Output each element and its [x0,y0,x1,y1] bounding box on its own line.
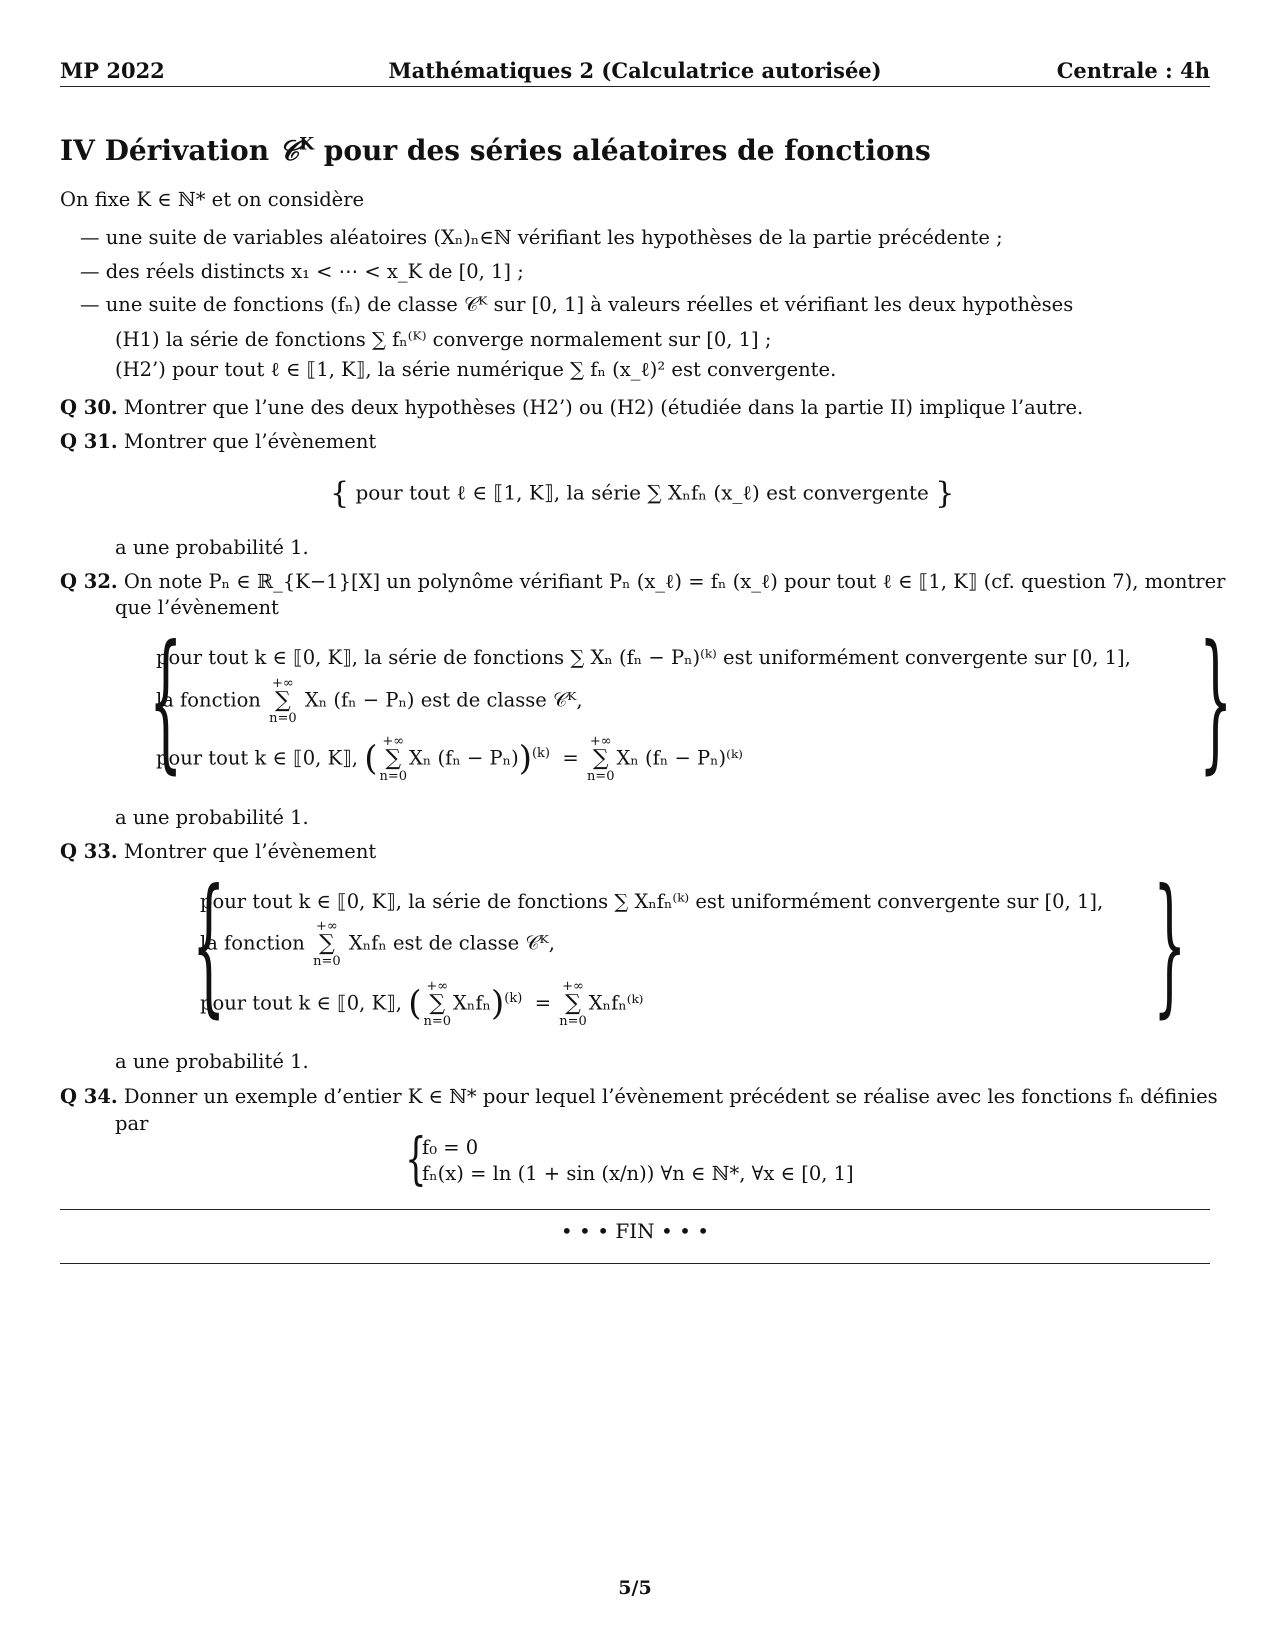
question-31 [60,430,376,453]
q31-event-text: pour tout ℓ ∈ ⟦1, K⟧, la série ∑ Xₙfₙ (x_ℓ) est convergente [355,480,929,505]
q33-row-3-label: pour tout k ∈ ⟦0, K⟧, [200,991,402,1015]
sum-bottom: n=0 [559,1014,587,1029]
question-label: Q 30. [60,396,118,419]
page-number: 5/5 [618,1577,652,1599]
q31-event: { pour tout ℓ ∈ ⟦1, K⟧, la série ∑ Xₙfₙ (x_ℓ) est convergente } [330,476,955,511]
question-label: Q 32. [60,570,118,593]
q33-row-2-text: Xₙfₙ est de classe 𝒞ᴷ, [348,931,555,955]
hypothesis-h1: (H1) la série de fonctions ∑ fₙ⁽ᴷ⁾ converge normalement sur [0, 1] ; [115,328,772,351]
question-30 [60,396,1083,419]
question-text-cont: que l’évènement [115,596,279,619]
sum-symbol: +∞ ∑ n=0 [269,676,297,726]
intro-text: On fixe K ∈ ℕ* et on considère [60,188,365,211]
header-right: Centrale : 4h [1056,58,1210,83]
q33-row-3-sum: Xₙfₙ [453,991,491,1015]
question-34 [60,1085,1218,1108]
q33-row-3: pour tout k ∈ ⟦0, K⟧, ( +∞ ∑ n=0Xₙfₙ)$^{(k)}$ = +∞ ∑ n=0Xₙfₙ⁽ᵏ⁾ [200,979,644,1029]
q33-after: a une probabilité 1. [115,1050,309,1073]
case-2: fₙ(x) = ln (1 + sin (x/n)) ∀n ∈ ℕ*, ∀x ∈ [0, 1] [422,1162,854,1185]
sum-symbol: +∞ ∑ n=0 [559,979,587,1029]
header-center: Mathématiques 2 (Calculatrice autorisée) [388,58,882,83]
page-header [60,56,1210,87]
sum-bottom: n=0 [586,769,615,784]
sum-symbol: +∞ ∑ n=0 [379,734,408,784]
sum-top: +∞ [562,979,584,994]
left-brace: { [149,614,183,788]
q32-row-2-text: Xₙ (fₙ − Pₙ) est de classe 𝒞ᴷ, [304,688,583,712]
sum-top: +∞ [271,676,294,691]
hypothesis-h2: (H2’) pour tout ℓ ∈ ⟦1, K⟧, la série numérique ∑ fₙ (x_ℓ)² est convergente. [115,358,837,381]
sum-bottom: n=0 [423,1014,452,1029]
section-title: IV Dérivation 𝒞$^K$ pour des séries aléatoires de fonctions [60,134,931,167]
sum-symbol: +∞ ∑ n=0 [586,734,615,784]
fin-marker: • • • FIN • • • [560,1219,710,1243]
q32-row-3-sum: Xₙ (fₙ − Pₙ) [409,746,519,770]
derivative-order: (k) [531,746,550,761]
section-title-suffix: pour des séries aléatoires de fonctions [314,134,931,167]
q32-after: a une probabilité 1. [115,806,309,829]
question-32 [60,570,1225,593]
q32-row-3-label: pour tout k ∈ ⟦0, K⟧, [156,746,358,770]
header-left: MP 2022 [60,58,165,83]
q32-row-2-label: la fonction [156,688,261,712]
question-text: Montrer que l’évènement [123,430,377,453]
q32-row-3-rhs: Xₙ (fₙ − Pₙ)⁽ᵏ⁾ [616,746,743,770]
section-title-sup: K [299,134,315,155]
divider [60,1209,1210,1210]
question-text: Montrer que l’une des deux hypothèses (H2’) ou (H2) (étudiée dans la partie II) implique l’autre. [123,396,1084,419]
question-text: On note Pₙ ∈ ℝ_{K−1}[X] un polynôme vérifiant Pₙ (x_ℓ) = fₙ (x_ℓ) pour tout ℓ ∈ ⟦1, K⟧ (cf. question 7), montrer [123,570,1226,593]
question-label: Q 34. [60,1085,118,1108]
right-brace: } [1199,614,1233,788]
sum-bottom: n=0 [379,769,408,784]
left-brace: { [192,858,226,1032]
question-label: Q 31. [60,430,118,453]
sum-bottom: n=0 [313,954,341,969]
q33-row-1: pour tout k ∈ ⟦0, K⟧, la série de fonctions ∑ Xₙfₙ⁽ᵏ⁾ est uniformément convergente sur [0, 1], [200,890,1104,913]
q33-row-2-label: la fonction [200,931,305,955]
question-text-cont: par [115,1112,149,1135]
divider [60,1263,1210,1264]
sum-symbol: +∞ ∑ n=0 [313,919,341,969]
left-brace: { [405,1127,427,1192]
q32-row-2 [156,677,583,725]
question-label: Q 33. [60,840,118,863]
sum-top: +∞ [315,919,338,934]
list-item: — une suite de variables aléatoires (Xₙ)ₙ∈ℕ vérifiant les hypothèses de la partie précédente ; [80,226,1003,249]
sum-top: +∞ [426,979,449,994]
question-text: Donner un exemple d’entier K ∈ ℕ* pour lequel l’évènement précédent se réalise avec les fonctions fₙ définies [123,1085,1218,1108]
q31-after: a une probabilité 1. [115,536,309,559]
sum-bottom: n=0 [269,711,297,726]
question-text: Montrer que l’évènement [123,840,377,863]
sum-top: +∞ [382,734,405,749]
case-1: f₀ = 0 [422,1136,479,1159]
list-item: — une suite de fonctions (fₙ) de classe 𝒞ᴷ sur [0, 1] à valeurs réelles et vérifiant les deux hypothèses [80,293,1074,316]
right-brace: } [1153,858,1187,1032]
sum-symbol: +∞ ∑ n=0 [423,979,452,1029]
sum-top: +∞ [589,734,612,749]
section-title-prefix: IV Dérivation [60,134,279,167]
q32-row-3: pour tout k ∈ ⟦0, K⟧, ( +∞ ∑ n=0Xₙ (fₙ − Pₙ))$^{(k)}$ = +∞ ∑ n=0Xₙ (fₙ − Pₙ)⁽ᵏ⁾ [156,734,743,784]
list-item: — des réels distincts x₁ < ⋯ < x_K de [0, 1] ; [80,260,524,283]
document-page [60,0,1233,1650]
q33-row-3-rhs: Xₙfₙ⁽ᵏ⁾ [588,991,644,1015]
derivative-order: (k) [504,991,523,1006]
q33-row-2 [200,920,555,968]
q32-row-1: pour tout k ∈ ⟦0, K⟧, la série de fonctions ∑ Xₙ (fₙ − Pₙ)⁽ᵏ⁾ est uniformément convergente sur [0, 1], [156,646,1131,669]
